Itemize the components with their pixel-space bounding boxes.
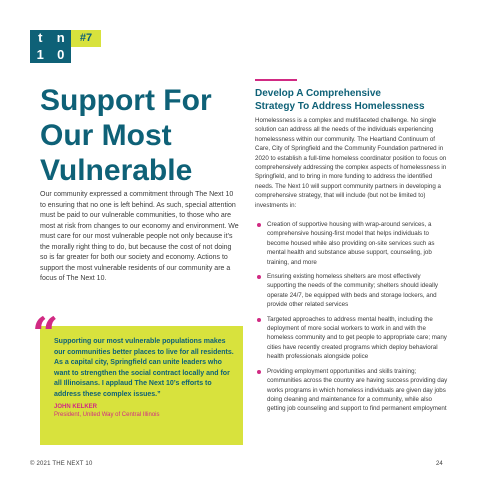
list-item: Ensuring existing homeless shelters are most effectively supporting the needs of the community; shelters should ideally operate 24/7, be equipped with beds and storage lockers, and provide other related services — [255, 272, 450, 310]
accent-divider — [255, 79, 297, 81]
logo-letter: 0 — [57, 46, 65, 62]
page-title — [40, 83, 260, 188]
section-title-line: Develop A Comprehensive — [255, 88, 381, 99]
page-title-line: Support For — [40, 84, 212, 117]
list-item: Providing employment opportunities and skills training; communities across the country are having success providing day works programs in which homeless individuals are given day jobs doing cleaning and maintenance for a community, while also getting job counseling and support to find permanent employment — [255, 367, 450, 414]
logo-letter: t — [38, 30, 43, 45]
quote-text: Supporting our most vulnerable populations makes our communities better places to live for all residents. As a capital city, Springfield can unite leaders who want to strengthen the social contract locally and for all Illinoisans. I applaud The Next 10’s efforts to address these complex issues.” — [54, 338, 234, 398]
section-title-line: Strategy To Address Homelessness — [255, 100, 425, 112]
logo-letter: 1 — [36, 46, 44, 62]
section-title — [255, 88, 460, 113]
page-number: 24 — [436, 461, 443, 467]
page-title-line: Vulnerable — [40, 154, 193, 187]
investment-list — [255, 220, 450, 419]
logo-letter: n — [56, 30, 65, 45]
section-body: Homelessness is a complex and multifaceted challenge. No single solution can address all the needs of the individuals experiencing homelessness within our community. The Heartland Continuum of Care, City of Springfield and the Community Foundation partnered in 2020 to establish a full-time homeless coordinator position to focus on comprehensively addressing the complex aspects of homelessness in Springfield, and to bring in more funding to address the identified needs. The Next 10 will support community partners in developing a comprehensive strategy, that will include (but not be limited to) investments in: — [255, 117, 447, 209]
quote-author: JOHN KELKER — [54, 404, 98, 410]
tn10-logo — [30, 30, 71, 63]
intro-paragraph: Our community expressed a commitment through The Next 10 to ensuring that no one is left behind. As such, special attention must be paid to our vulnerable communities, to those who are most at risk from changes to our economy and environment. We must care for our most vulnerable people not only because it’s the morally right thing to do, but because the cost of not doing so is far greater for both our society and economy. Actions to support the most vulnerable residents of our community are a focus of The Next 10. — [40, 191, 239, 282]
quote-author-role: President, United Way of Central Illinois — [54, 412, 160, 418]
quote-mark-icon: “ — [32, 307, 59, 361]
list-item: Creation of supportive housing with wrap-around services, a comprehensive housing-first model that helps individuals to become housed while also providing on-site services such as mental health and substance abuse support, counseling, job training, and more — [255, 220, 450, 267]
section-number-badge: #7 — [71, 30, 101, 47]
list-item: Targeted approaches to address mental health, including the deployment of more social workers to work in and with the homeless community and to get people to appropriate care; many cities have recently created programs which deploy behavioral health professionals alongside police — [255, 315, 450, 362]
page-title-line: Our Most — [40, 119, 172, 152]
copyright: © 2021 THE NEXT 10 — [30, 461, 93, 467]
